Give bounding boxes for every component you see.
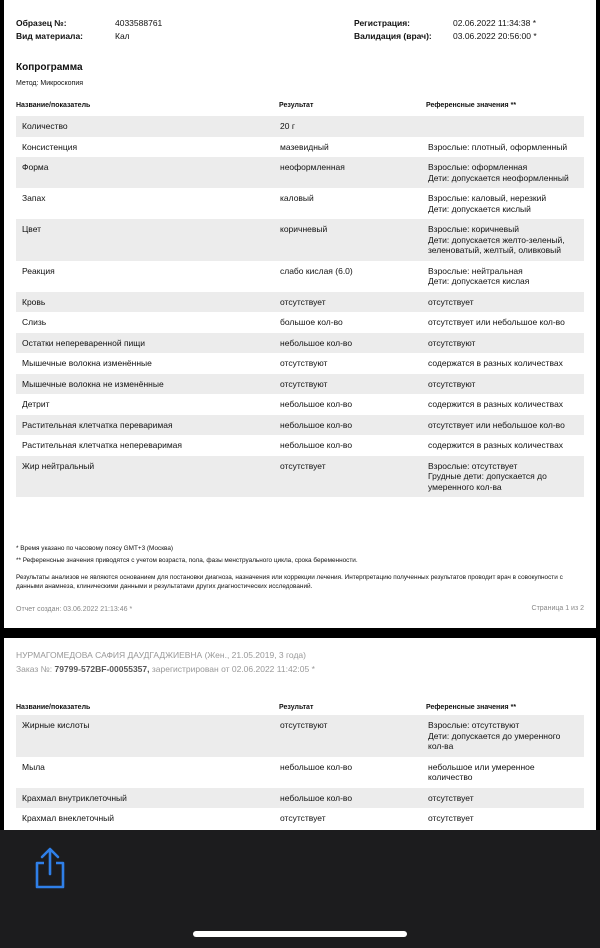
row-reference: Взрослые: отсутствуют Дети: допускается до умеренного кол-ва <box>422 715 584 757</box>
validation-label: Валидация (врач): <box>354 31 432 41</box>
results-table-page-2 <box>16 715 584 829</box>
row-name: Остатки непереваренной пищи <box>16 333 274 354</box>
sample-label: Образец №: <box>16 18 67 28</box>
row-name: Форма <box>16 157 274 188</box>
row-reference: Взрослые: отсутствует Грудные дети: допускается до умеренного кол-ва <box>422 456 584 498</box>
material-label: Вид материала: <box>16 31 84 41</box>
row-result: большое кол-во <box>280 317 343 327</box>
row-reference: содержатся в разных количествах <box>428 358 563 368</box>
row-name: Слизь <box>22 317 47 327</box>
row-name: Крахмал внутриклеточный <box>16 788 274 809</box>
bottom-toolbar <box>0 830 600 948</box>
row-name: Мышечные волокна изменённые <box>22 358 152 368</box>
row-name: Реакция <box>22 265 55 276</box>
row-result: небольшое кол-во <box>280 761 353 772</box>
row-result: небольшое кол-во <box>274 333 422 354</box>
registration-value: 02.06.2022 11:34:38 * <box>453 18 537 28</box>
table-row <box>16 808 584 829</box>
table-row <box>16 188 584 219</box>
table-row <box>16 292 584 313</box>
column-header-name-p2: Название/показатель <box>16 704 91 711</box>
footnote-reference: ** Референсные значения приводятся с учетом возраста, пола, фазы менструального цикла, срока беременности. <box>16 557 358 564</box>
material-value: Кал <box>115 31 130 41</box>
sample-value: 4033588761 <box>115 18 163 28</box>
table-row <box>16 219 584 261</box>
page-number: Страница 1 из 2 <box>531 605 584 612</box>
row-reference: содержится в разных количествах <box>428 399 564 409</box>
row-result: небольшое кол-во <box>274 788 422 809</box>
patient-info: НУРМАГОМЕДОВА САФИЯ ДАУДГАДЖИЕВНА (Жен., 21.05.2019, 3 года) <box>16 650 306 660</box>
row-name: Мыла <box>22 761 45 772</box>
validation-value: 03.06.2022 20:56:00 * <box>453 31 537 41</box>
row-result: отсутствует <box>274 292 422 313</box>
row-result: небольшое кол-во <box>274 415 422 436</box>
column-header-result-p2: Результат <box>279 704 314 711</box>
row-name: Кровь <box>16 292 274 313</box>
row-reference: содержится в разных количествах <box>428 440 564 450</box>
report-page-2 <box>4 638 596 830</box>
row-result: отсутствуют <box>274 374 422 395</box>
column-header-name: Название/показатель <box>16 102 91 109</box>
report-created: Отчет создан: 03.06.2022 21:13:46 * <box>16 606 133 613</box>
row-name: Растительная клетчатка переваримая <box>16 415 274 436</box>
row-reference: Взрослые: нейтральная Дети: допускается кислая <box>428 265 530 286</box>
row-result: неоформленная <box>274 157 422 188</box>
row-result: мазевидный <box>280 141 329 152</box>
table-row <box>16 312 584 333</box>
row-reference: отсутствует <box>428 813 474 823</box>
row-result: каловый <box>280 193 314 203</box>
table-row <box>16 788 584 809</box>
row-reference: Взрослые: оформленная Дети: допускается неоформленный <box>422 157 584 188</box>
footnote-time: * Время указано по часовому поясу GMT+3 (Москва) <box>16 545 174 552</box>
table-row <box>16 116 584 137</box>
row-name: Жир нейтральный <box>16 456 274 498</box>
order-number: 79799-572BF-00055357, <box>54 664 150 674</box>
order-info <box>16 664 315 674</box>
table-row <box>16 137 584 158</box>
row-name: Количество <box>16 116 274 137</box>
row-reference: Взрослые: коричневый Дети: допускается желто-зеленый, зеленоватый, желтый, оливковый <box>422 219 584 261</box>
disclaimer: Результаты анализов не являются основанием для постановки диагноза, назначения или коррекции лечения. Интерпретацию полученных результатов проводит врач в совокупности с данными анамнеза, клиническими данными и результатами других диагностических исследований. <box>16 574 563 590</box>
report-page-1 <box>4 0 596 628</box>
row-result: 20 г <box>274 116 422 137</box>
table-row <box>16 333 584 354</box>
row-reference: небольшое или умеренное количество <box>428 761 535 782</box>
row-reference: отсутствует <box>422 788 584 809</box>
table-row <box>16 456 584 498</box>
row-name: Цвет <box>16 219 274 261</box>
column-header-result: Результат <box>279 102 314 109</box>
home-indicator[interactable] <box>193 931 407 937</box>
registration-label: Регистрация: <box>354 18 411 28</box>
table-row <box>16 261 584 292</box>
row-reference: отсутствуют <box>422 374 584 395</box>
row-name: Мышечные волокна не изменённые <box>16 374 274 395</box>
row-result: небольшое кол-во <box>280 399 353 409</box>
row-name: Консистенция <box>22 141 78 152</box>
share-icon[interactable] <box>32 846 68 890</box>
row-name: Жирные кислоты <box>16 715 274 757</box>
row-result: отсутствуют <box>280 358 328 368</box>
row-result: небольшое кол-во <box>280 440 353 450</box>
table-row <box>16 415 584 436</box>
results-table <box>16 116 584 497</box>
row-name: Запах <box>22 193 46 203</box>
order-suffix: зарегистрирован от 02.06.2022 11:42:05 * <box>149 664 315 674</box>
table-row <box>16 374 584 395</box>
section-title: Копрограмма <box>16 62 83 73</box>
row-name: Растительная клетчатка непереваримая <box>22 440 182 450</box>
table-row <box>16 435 584 456</box>
table-row <box>16 757 584 788</box>
row-result: отсутствует <box>280 813 326 823</box>
row-result: отсутствует <box>274 456 422 498</box>
row-name: Крахмал внеклеточный <box>22 813 115 823</box>
table-row <box>16 353 584 374</box>
row-reference: Взрослые: каловый, нерезкий Дети: допускается кислый <box>428 193 547 214</box>
row-result: отсутствуют <box>274 715 422 757</box>
column-header-reference-p2: Референсные значения ** <box>426 704 517 711</box>
row-result: слабо кислая (6.0) <box>280 265 353 276</box>
table-row <box>16 394 584 415</box>
row-result: коричневый <box>274 219 422 261</box>
column-header-reference: Референсные значения ** <box>426 102 517 109</box>
method-label: Метод: Микроскопия <box>16 80 84 87</box>
table-row <box>16 157 584 188</box>
row-reference: отсутствует или небольшое кол-во <box>428 317 565 327</box>
row-reference <box>422 116 584 137</box>
row-reference: отсутствует или небольшое кол-во <box>422 415 584 436</box>
row-reference: отсутствует <box>422 292 584 313</box>
row-reference: отсутствуют <box>422 333 584 354</box>
order-prefix: Заказ №: <box>16 664 55 674</box>
row-reference: Взрослые: плотный, оформленный <box>428 141 568 152</box>
row-name: Детрит <box>22 399 50 409</box>
table-row <box>16 715 584 757</box>
